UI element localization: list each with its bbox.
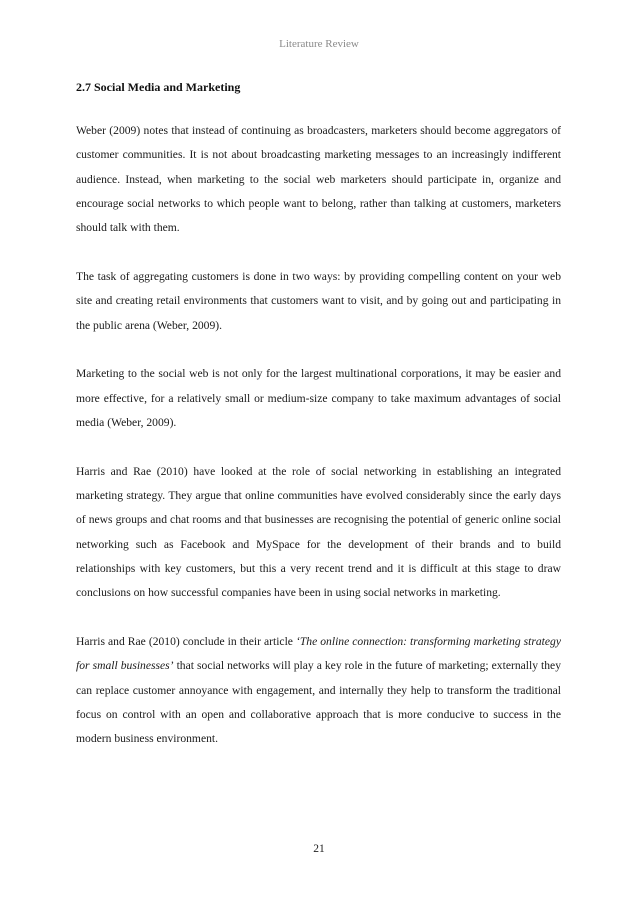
body-text <box>76 119 561 776</box>
running-header: Literature Review <box>279 38 359 50</box>
paragraph-harris-rae-conclusion <box>76 630 561 751</box>
section-heading: 2.7 Social Media and Marketing <box>76 80 241 94</box>
article-title: ‘The online connection: transforming marketing strategy for small businesses’ <box>76 635 561 673</box>
paragraph-harris-rae-role: Harris and Rae (2010) have looked at the role of social networking in establishing an integrated marketing strategy. They argue that online communities have evolved considerably since the early days of news groups and chat rooms and that businesses are recognising the potential of generic online social networking such as Facebook and MySpace for the development of their brands and to build relationships with key customers, but this a very recent trend and it is difficult at this stage to draw conclusions on how successful companies have been in using social networks in marketing. <box>76 464 561 600</box>
conclusion-text-end: that social networks will play a key role in the future of marketing; externally they can replace customer annoyance with engagement, and internally they help to transform the traditional focus on control with an open and collaborative approach that is more conducive to success in the modern business environment. <box>76 659 562 746</box>
paragraph-social-web-companies: Marketing to the social web is not only for the largest multinational corporations, it may be easier and more effective, for a relatively small or medium-size company to take maximum advantages of social media (Weber, 2009). <box>76 367 561 429</box>
paragraph-aggregating-customers: The task of aggregating customers is done in two ways: by providing compelling content on your web site and creating retail environments that customers want to visit, and by going out and participating in the public arena (Weber, 2009). <box>76 269 561 332</box>
paragraph-weber-aggregators: Weber (2009) notes that instead of continuing as broadcasters, marketers should become aggregators of customer communities. It is not about broadcasting marketing messages to an increasingly indifferent audience. Instead, when marketing to the social web marketers should participate in, organize and encourage social networks to which people want to belong, rather than talking at customers, marketers should talk with them. <box>76 124 561 235</box>
page-number: 21 <box>313 843 325 855</box>
conclusion-text-start: Harris and Rae (2010) conclude in their article <box>76 635 296 649</box>
